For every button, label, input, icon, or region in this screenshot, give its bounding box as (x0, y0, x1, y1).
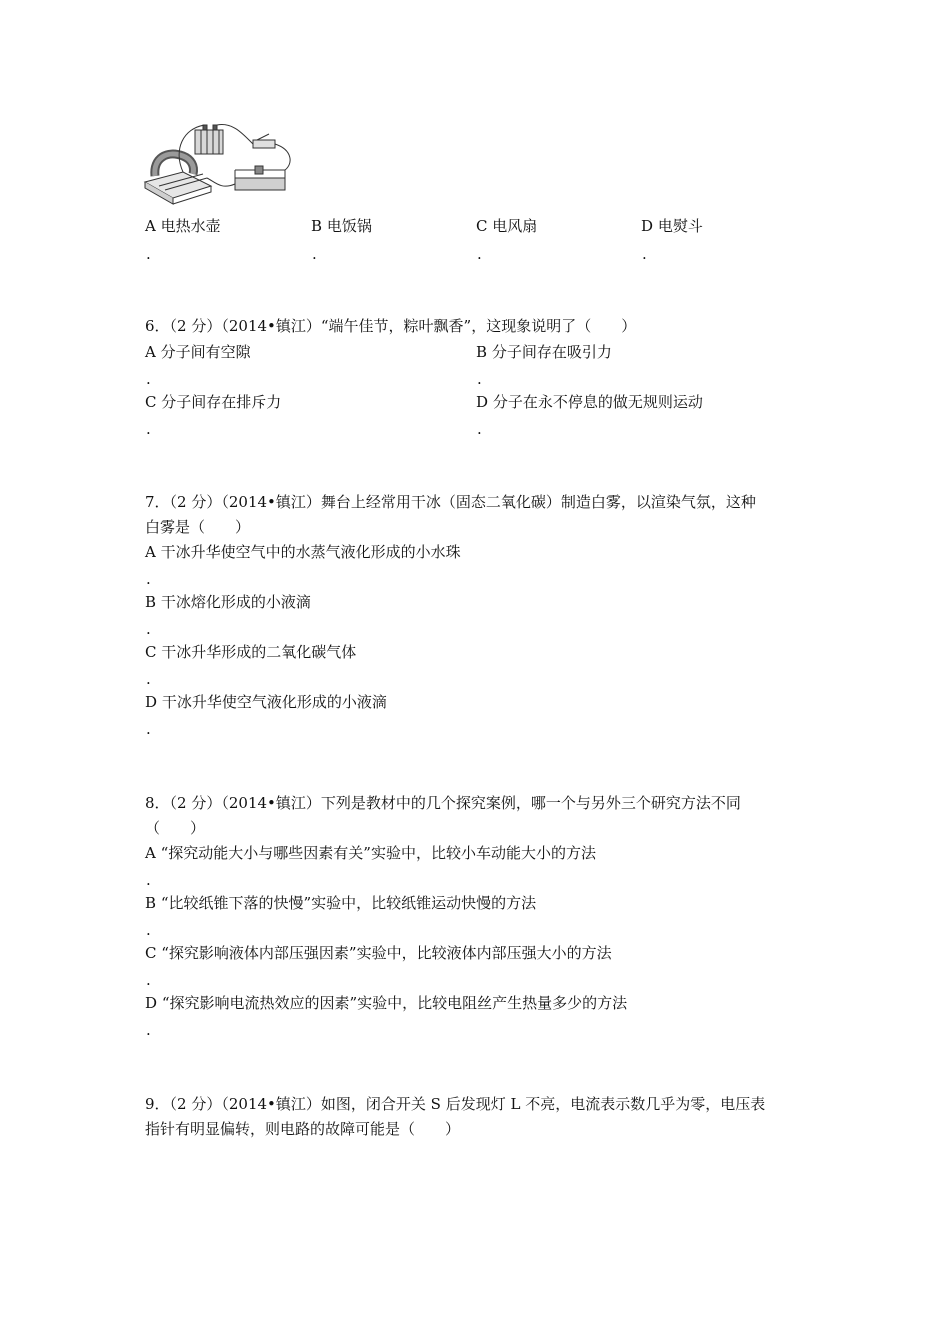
q7-option-b (145, 592, 311, 612)
q7-a-dot: . (146, 570, 151, 588)
option-text: 电热水壶 (160, 217, 221, 235)
option-letter: B (145, 894, 157, 912)
q6-d-dot: . (477, 420, 482, 438)
q5-a-dot: . (146, 245, 151, 263)
q7-stem-line2: 白雾是（ ） (145, 518, 251, 536)
option-letter: D (476, 393, 489, 411)
q6-c-dot: . (146, 420, 151, 438)
q8-c-dot: . (146, 971, 151, 989)
option-letter: C (476, 217, 488, 235)
option-text: 干冰升华形成的二氧化碳气体 (161, 643, 357, 661)
q8-option-a (145, 843, 596, 863)
q6-stem: 6．（2 分）（2014•镇江）“端午佳节，粽叶飘香”，这现象说明了（ ） (145, 317, 637, 335)
q7-option-a (145, 542, 461, 562)
q5-option-a (145, 216, 221, 236)
option-text: 干冰升华使空气中的水蒸气液化形成的小水珠 (160, 543, 461, 561)
q5-option-b (311, 216, 372, 236)
option-text: 电熨斗 (657, 217, 703, 235)
q7-c-dot: . (146, 670, 151, 688)
option-letter: C (145, 643, 157, 661)
q8-d-dot: . (146, 1021, 151, 1039)
option-text: 电风扇 (492, 217, 538, 235)
q5-option-d (641, 216, 703, 236)
option-text: 干冰熔化形成的小液滴 (160, 593, 311, 611)
q6-option-b (476, 342, 612, 362)
q6-option-a (145, 342, 251, 362)
option-text: 分子间有空隙 (160, 343, 251, 361)
q8-option-d (145, 993, 627, 1013)
q9-stem-line1: 9．（2 分）（2014•镇江）如图，闭合开关 S 后发现灯 L 不亮，电流表示数几乎为零，电压表 (145, 1095, 766, 1113)
option-text: 干冰升华使空气液化形成的小液滴 (161, 693, 387, 711)
q5-b-dot: . (312, 245, 317, 263)
option-letter: B (311, 217, 323, 235)
motor-circuit-figure (143, 120, 295, 212)
option-text: “探究动能大小与哪些因素有关”实验中，比较小车动能大小的方法 (160, 844, 596, 862)
q6-b-dot: . (477, 370, 482, 388)
q7-d-dot: . (146, 720, 151, 738)
option-letter: D (145, 994, 158, 1012)
option-letter: B (476, 343, 488, 361)
q8-option-c (145, 943, 612, 963)
option-letter: A (145, 543, 156, 561)
option-text: 分子间存在吸引力 (491, 343, 612, 361)
option-letter: A (145, 343, 156, 361)
option-letter: C (145, 393, 157, 411)
q8-stem-line1: 8．（2 分）（2014•镇江）下列是教材中的几个探究案例，哪一个与另外三个研究方法不同 (145, 794, 741, 812)
q8-b-dot: . (146, 921, 151, 939)
q6-a-dot: . (146, 370, 151, 388)
q7-b-dot: . (146, 620, 151, 638)
option-letter: D (641, 217, 654, 235)
q8-stem-line2: （ ） (145, 819, 206, 837)
q6-option-d (476, 392, 703, 412)
q9-stem-line2: 指针有明显偏转，则电路的故障可能是（ ） (145, 1120, 461, 1138)
option-letter: A (145, 844, 156, 862)
option-letter: B (145, 593, 157, 611)
q8-option-b (145, 893, 536, 913)
option-text: 分子在永不停息的做无规则运动 (492, 393, 703, 411)
option-text: “探究影响电流热效应的因素”实验中，比较电阻丝产生热量多少的方法 (161, 994, 628, 1012)
option-letter: A (145, 217, 156, 235)
option-letter: C (145, 944, 157, 962)
q7-option-d (145, 692, 387, 712)
q7-stem-line1: 7．（2 分）（2014•镇江）舞台上经常用干冰（固态二氧化碳）制造白雾，以渲染气氛，这种 (145, 493, 756, 511)
q5-c-dot: . (477, 245, 482, 263)
option-text: “探究影响液体内部压强因素”实验中，比较液体内部压强大小的方法 (161, 944, 612, 962)
q6-option-c (145, 392, 281, 412)
option-text: 电饭锅 (326, 217, 372, 235)
option-letter: D (145, 693, 158, 711)
option-text: 分子间存在排斥力 (161, 393, 282, 411)
q8-a-dot: . (146, 871, 151, 889)
q7-option-c (145, 642, 356, 662)
q5-d-dot: . (642, 245, 647, 263)
option-text: “比较纸锥下落的快慢”实验中，比较纸锥运动快慢的方法 (160, 894, 537, 912)
q5-option-c (476, 216, 537, 236)
